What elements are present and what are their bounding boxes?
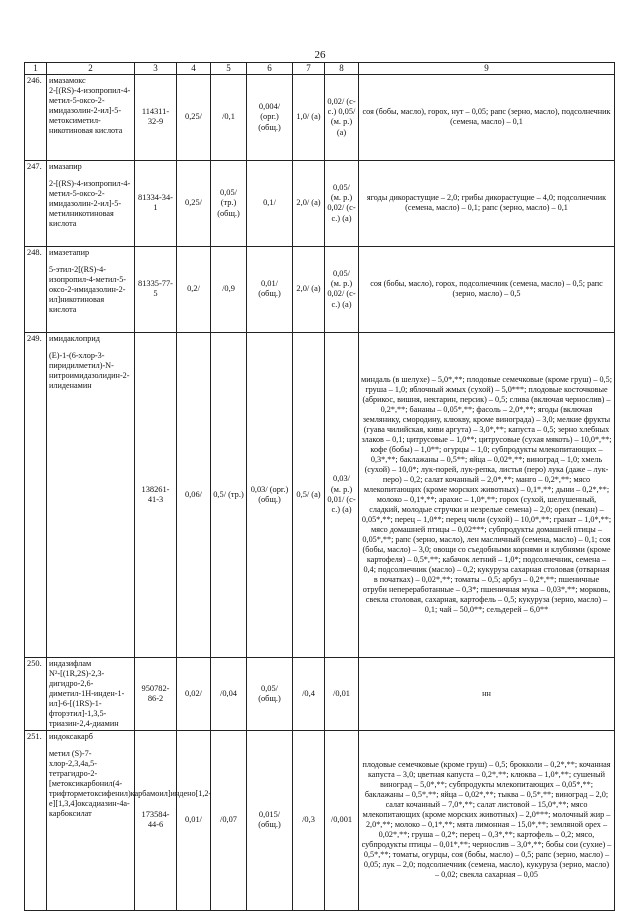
cell-col-6: 0,05/ (общ.)	[247, 657, 293, 730]
table-row	[25, 74, 615, 160]
table-row	[25, 160, 615, 246]
mrl-description: миндаль (в шелухе) – 5,0*,**; плодовые семечковые (кроме груш) – 0,5; груша – 1,0; яблочный жмых (сухой) – 5,0***; плодовые косточковые (абрикос, вишня, нектарин, персик) – 0,5; слива (включая чернослив) – 0,2*,**; бананы – 0,05*,**; фасоль – 2,0*,**; ягоды (включая землянику, смородину, клюкву, кроме винограда) – 3,0; мелкие фрукты (гуава чилийская, киви аргута) – 3,0*,**; капуста – 0,5; зерно хлебных злаков – 0,1; цитрусовые – 1,0**; цитрусовые (сухая мякоть) – 10,0*,**; кофе (бобы) – 1,0**; огурцы – 1,0; субпродукты млекопитающих – 0,3*,**; баклажаны – 0,5**; яйца – 0,02*,**; виноград – 1,0; хмель (сухой) – 10,0*; лук-порей, лук-репка, листья (перо) лука (даже – лук-перо) – 0,2; салат кочанный – 2,0*,**; манго – 0,2*,**; мясо млекопитающих (кроме морских животных) – 0,1*,**; дыни – 0,2*,**; молоко – 0,1*,**; арахис – 1,0*,**; горох (сухой, шелушенный, сладкий, молодые стручки и незрелые семена) – 2,0; орех (пекан) – 0,05*,**; перец – 1,0**; перец чили (сухой) – 10,0*,**; гранат – 1,0*,**; мясо домашней птицы – 0,02***; субпродукты домашней птицы – 0,05*,**; рапс (зерно, масло), лен масличный (семена, масло) – 0,1; соя (бобы, масло) – 3,0; овощи со съедобными корнями и клубнями (кроме картофеля) – 0,5*,**; кабачок летний – 1,0*; подсолнечник, семена – 0,4; подсолнечник (масло) – 0,2; кукуруза сахарная столовая (отварная в початках) – 0,02*,**; томаты – 0,5; арбуз – 0,2*,**; пшеничные отруби непереработанные – 0,3*; пшеничная мука – 0,03*,**; морковь, свекла столовая, сахарная, картофель – 0,5; кукуруза (зерно, масло) – 0,1; чай – 50,0**; сельдерей – 6,0**	[359, 332, 615, 657]
header-col-1: 1	[25, 63, 47, 75]
cell-col-5: /0,1	[211, 74, 247, 160]
cell-col-4: 0,25/	[177, 74, 211, 160]
cell-col-8: /0,01	[325, 657, 359, 730]
cell-col-7: 2,0/ (а)	[293, 160, 325, 246]
mrl-description: соя (бобы, масло), горох, нут – 0,05; рапс (зерно, масло), подсолнечник (семена, масло) – 0,1	[359, 74, 615, 160]
substance-name	[47, 74, 135, 160]
page-number: 26	[314, 49, 326, 61]
cell-col-7: 1,0/ (а)	[293, 74, 325, 160]
header-col-6: 6	[247, 63, 293, 75]
substance-title: имидаклоприд	[49, 333, 100, 343]
mrl-description: ягоды дикорастущие – 2,0; грибы дикорастущие – 4,0; подсолнечник (семена, масло) – 0,1; рапс (зерно, масло) – 0,1	[359, 160, 615, 246]
cell-col-4: 0,02/	[177, 657, 211, 730]
cell-col-5: 0,5/ (тр.)	[211, 332, 247, 657]
substance-chemical-name: N²-[(1R,2S)-2,3-дигидро-2,6-диметил-1H-инден-1-ил]-6-[(1RS)-1-фторэтил]-1,3,5-триазин-2,4-диамин	[49, 668, 125, 728]
cell-col-6: 0,01/ (общ.)	[247, 246, 293, 332]
substance-title: имазапир	[49, 161, 82, 171]
table-row	[25, 246, 615, 332]
substance-title: индазифлам	[49, 658, 92, 668]
header-col-8: 8	[325, 63, 359, 75]
row-number: 251.	[25, 730, 47, 910]
cell-col-7: 2,0/ (а)	[293, 246, 325, 332]
cell-col-8: 0,05/ (м. р.) 0,02/ (с-с.) (а)	[325, 160, 359, 246]
cas-number: 950782-86-2	[135, 657, 177, 730]
cell-col-8: 0,02/ (с-с.) 0,05/ (м. р.) (а)	[325, 74, 359, 160]
cell-col-5: /0,07	[211, 730, 247, 910]
cas-number: 173584-44-6	[135, 730, 177, 910]
substance-chemical-name: 2-[(RS)-4-изопропил-4-метил-5-оксо-2-имидазолин-2-ил]-5-метилникотиновая кислота	[49, 178, 131, 228]
cell-col-7: /0,3	[293, 730, 325, 910]
cell-col-5: /0,9	[211, 246, 247, 332]
row-number: 247.	[25, 160, 47, 246]
header-col-9: 9	[359, 63, 615, 75]
row-number: 248.	[25, 246, 47, 332]
cell-col-4: 0,2/	[177, 246, 211, 332]
cell-col-8: /0,001	[325, 730, 359, 910]
cell-col-7: 0,5/ (а)	[293, 332, 325, 657]
cell-col-5: 0,05/ (тр.) (общ.)	[211, 160, 247, 246]
mrl-description: нн	[359, 657, 615, 730]
cell-col-4: 0,01/	[177, 730, 211, 910]
mrl-description: плодовые семечковые (кроме груш) – 0,5; брокколи – 0,2*,**; кочанная капуста – 3,0; цветная капуста – 0,2*,**; клюква – 1,0*,**; сушеный виноград – 5,0*,**; субпродукты млекопитающих – 0,05*,**; баклажаны – 0,5*,**; яйца – 0,02*,**; тыква – 0,5*,**; виноград – 2,0; салат кочанный – 7,0*,**; салат листовой – 15,0*,**; мясо млекопитающих (кроме морских животных) – 2,0***; молочный жир – 2,0*,**; молоко – 0,1*,**; мята лимонная – 15,0*,**; земляной орех – 0,02*,**; груша – 0,2*; перец – 0,3*,**; картофель – 0,2; мясо, субпродукты птицы – 0,01*,**; чернослив – 3,0*,**; бобы сои (сухие) – 0,5*,**; томаты, огурцы, соя (бобы, масло) – 0,5; рапс (зерно, масло) – 0,05; лук – 2,0; подсолнечник (семена, масло), кукуруза (зерно, масло) – 0,02; свекла сахарная – 0,05	[359, 730, 615, 910]
substance-name	[47, 160, 135, 246]
substance-chemical-name: (E)-1-(6-хлор-3-пиридилметил)-N-нитроимидазолидин-2-илиденамин	[49, 350, 130, 390]
row-number: 246.	[25, 74, 47, 160]
header-col-4: 4	[177, 63, 211, 75]
substance-name	[47, 332, 135, 657]
substance-chemical-name: 5-этил-2[(RS)-4-изопропил-4-метил-5-оксо-2-имидазолин-2-ил]никотиновая кислота	[49, 264, 127, 314]
cell-col-7: /0,4	[293, 657, 325, 730]
row-number: 249.	[25, 332, 47, 657]
cell-col-8: 0,03/ (м. р.) 0,01/ (с-с.) (а)	[325, 332, 359, 657]
header-col-5: 5	[211, 63, 247, 75]
table-row	[25, 657, 615, 730]
substance-name	[47, 246, 135, 332]
cell-col-4: 0,25/	[177, 160, 211, 246]
cas-number: 138261-41-3	[135, 332, 177, 657]
header-col-7: 7	[293, 63, 325, 75]
substance-title: индоксакарб	[49, 731, 93, 741]
table-row	[25, 332, 615, 657]
regulation-table	[24, 62, 615, 911]
row-number: 250.	[25, 657, 47, 730]
header-col-3: 3	[135, 63, 177, 75]
substance-chemical-name: метил (S)-7-хлор-2,3,4a,5-тетрагидро-2-[метоксикарбонил(4-трифторметоксифенил)карбамоил]индено[1,2-e][1,3,4]оксадиазин-4a-карбоксилат	[49, 748, 212, 818]
cell-col-5: /0,04	[211, 657, 247, 730]
cas-number: 81334-34-1	[135, 160, 177, 246]
cell-col-6: 0,004/ (орг.) (общ.)	[247, 74, 293, 160]
header-col-2: 2	[47, 63, 135, 75]
substance-chemical-name: 2-[(RS)-4-изопропил-4-метил-5-оксо-2-имидазолин-2-ил]-5-метоксиметил-никотиновая кислота	[49, 85, 131, 135]
cell-col-6: 0,015/ (общ.)	[247, 730, 293, 910]
table-row	[25, 730, 615, 910]
substance-title: имазамокс	[49, 75, 86, 85]
substance-name	[47, 657, 135, 730]
cell-col-4: 0,06/	[177, 332, 211, 657]
cell-col-8: 0,05/ (м. р.) 0,02/ (с-с.) (а)	[325, 246, 359, 332]
header-row	[25, 63, 615, 75]
substance-title: имазетапир	[49, 247, 90, 257]
cell-col-6: 0,03/ (орг.) (общ.)	[247, 332, 293, 657]
cas-number: 81335-77-5	[135, 246, 177, 332]
cas-number: 114311-32-9	[135, 74, 177, 160]
mrl-description: соя (бобы, масло), горох, подсолнечник (семена, масло) – 0,5; рапс (зерно, масло) – 0,5	[359, 246, 615, 332]
cell-col-6: 0,1/	[247, 160, 293, 246]
